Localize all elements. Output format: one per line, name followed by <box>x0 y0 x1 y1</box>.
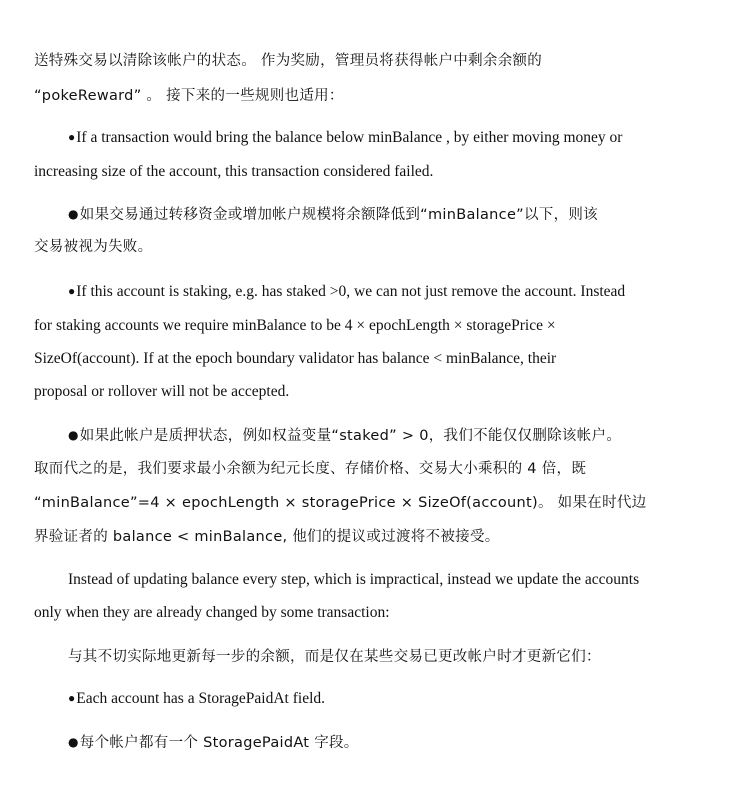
text-line: 取而代之的是，我们要求最小余额为纪元长度、存储价格、交易大小乘积的 4 倍，既 <box>34 461 587 477</box>
text-line: “minBalance”=4 × epochLength × storagePrice × SizeOf(account)。 如果在时代边 <box>34 495 647 511</box>
bullet-item: ●If this account is staking, e.g. has staked >0, we can not just remove the account. Instead <box>68 283 626 300</box>
bullet-icon: ● <box>68 735 79 749</box>
paragraph-line: Instead of updating balance every step, which is impractical, instead we update the accounts <box>68 571 640 588</box>
text-line: only when they are already changed by some transaction: <box>34 604 390 621</box>
bullet-icon: ● <box>68 428 79 442</box>
bullet-item: ●Each account has a StoragePaidAt field. <box>68 690 326 707</box>
text-line: 送特殊交易以清除该帐户的状态。 作为奖励，管理员将获得帐户中剩余余额的 <box>34 53 543 69</box>
text-line: 界验证者的 balance < minBalance, 他们的提议或过渡将不被接受。 <box>34 529 500 545</box>
bullet-icon: ● <box>68 284 76 298</box>
bullet-item: ●If a transaction would bring the balance below minBalance , by either moving money or <box>68 129 623 146</box>
paragraph-line: 与其不切实际地更新每一步的余额，而是仅在某些交易已更改帐户时才更新它们： <box>68 649 601 665</box>
bullet-icon: ● <box>68 130 76 144</box>
text-line: proposal or rollover will not be accepted. <box>34 383 290 400</box>
text-line: increasing size of the account, this transaction considered failed. <box>34 163 434 180</box>
text-line: 交易被视为失败。 <box>34 239 153 255</box>
bullet-item: ●如果交易通过转移资金或增加帐户规模将余额降低到“minBalance”以下，则该 <box>68 207 598 223</box>
text-line: “pokeReward” 。 接下来的一些规则也适用： <box>34 88 344 104</box>
bullet-icon: ● <box>68 691 76 705</box>
text-line: for staking accounts we require minBalance to be 4 × epochLength × storagePrice × <box>34 317 556 334</box>
bullet-item: ●每个帐户都有一个 StoragePaidAt 字段。 <box>68 735 359 751</box>
bullet-item: ●如果此帐户是质押状态，例如权益变量“staked” > 0，我们不能仅仅删除该帐户。 <box>68 428 622 444</box>
text-line: SizeOf(account). If at the epoch boundary validator has balance < minBalance, their <box>34 350 557 367</box>
bullet-icon: ● <box>68 207 79 221</box>
